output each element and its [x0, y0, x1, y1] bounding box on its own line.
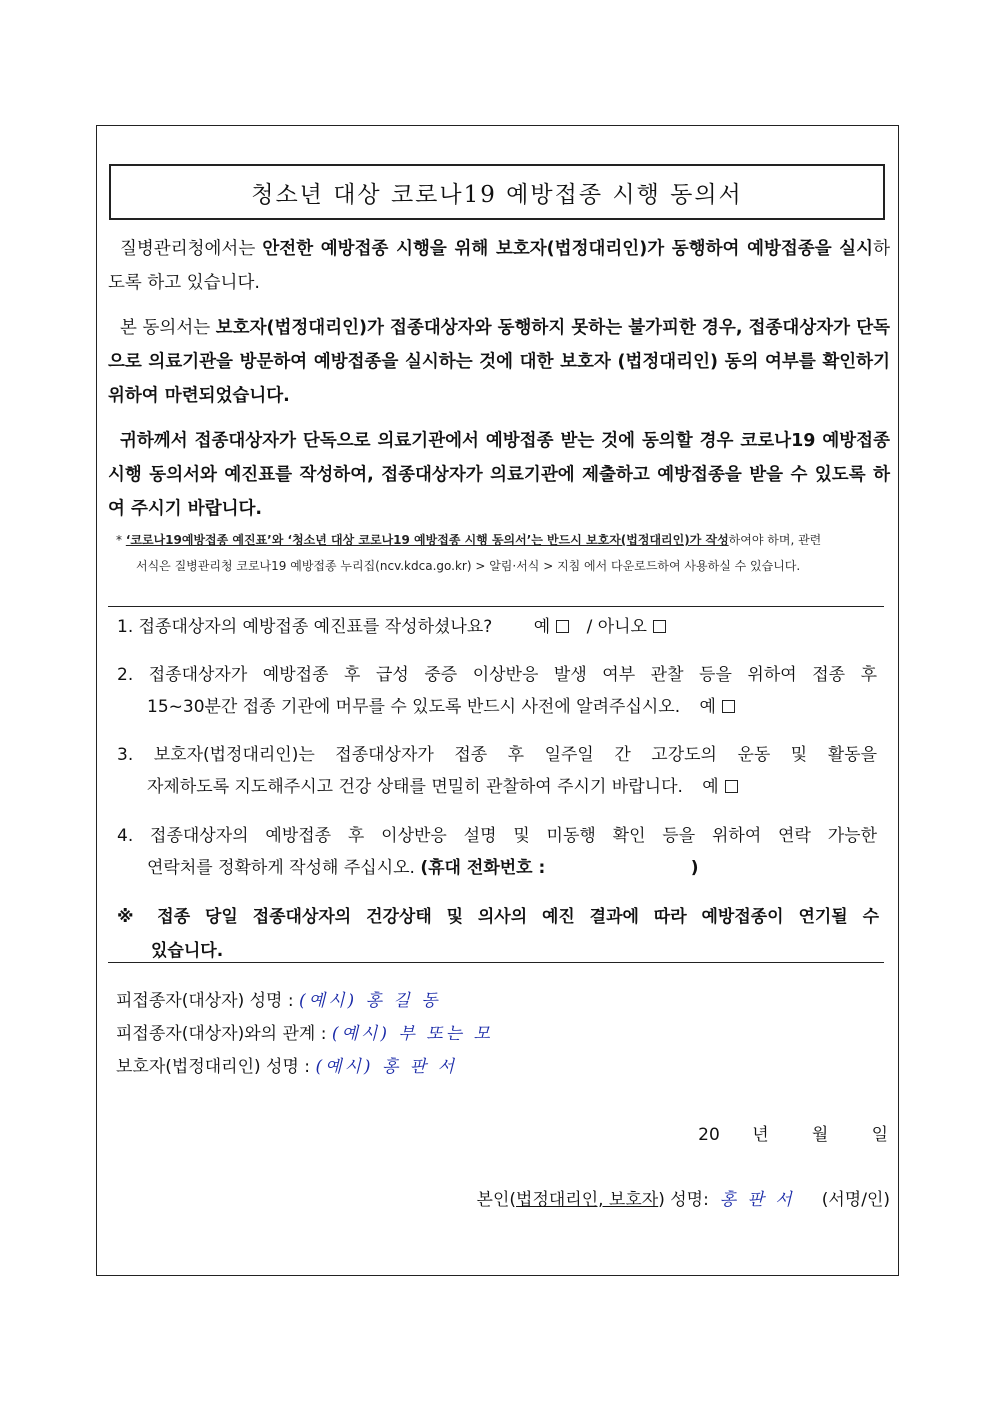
item-3-yes-label: 예 [702, 777, 719, 797]
guardian-name-example[interactable]: (예시) 홍 판 서 [315, 1057, 458, 1077]
item-2-yes-label: 예 [699, 697, 716, 717]
divider-bottom [108, 962, 884, 963]
item-2-line-2: 15~30분간 접종 기관에 머무를 수 있도록 반드시 사전에 알려주십시오. [147, 697, 681, 717]
warning-line-1: ※ 접종 당일 접종대상자의 건강상태 및 의사의 예진 결과에 따라 예방접종이 연기될 수 [117, 907, 879, 927]
subject-name-example[interactable]: (예시) 홍 길 동 [299, 991, 441, 1011]
date-year: 20 [698, 1125, 720, 1145]
date-day-unit: 일 [871, 1125, 888, 1145]
reference-note [116, 527, 890, 579]
item-2 [117, 659, 877, 723]
signature-prefix: 본인( [476, 1190, 517, 1210]
document-title [109, 164, 885, 220]
item-3-line-1: 3. 보호자(법정대리인)는 접종대상자가 접종 후 일주일 간 고강도의 운동 및 활동을 [117, 745, 877, 765]
item-2-line-1: 2. 접종대상자가 예방접종 후 급성 중증 이상반응 발생 여부 관찰 등을 위하여 접종 후 [117, 665, 877, 685]
item-1-no-checkbox[interactable] [653, 620, 666, 633]
signature-name[interactable]: 홍 판 서 [719, 1190, 795, 1210]
item-2-line-2-wrap [117, 691, 877, 723]
signature-role: 법정대리인, 보호자 [516, 1190, 659, 1210]
paragraph-3 [108, 424, 890, 526]
p2-a: 본 동의서는 [120, 318, 216, 338]
field-relationship [116, 1019, 493, 1049]
item-3-line-2: 자제하도록 지도해주시고 건강 상태를 면밀히 관찰하여 주시기 바랍니다. [147, 777, 683, 797]
field-guardian-name [116, 1052, 457, 1082]
guardian-name-label: 보호자(법정대리인) 성명 : [116, 1057, 316, 1077]
item-1-yes-label: 예 [533, 617, 551, 637]
p1-a: 질병관리청에서는 [120, 239, 263, 259]
divider-top [108, 606, 884, 607]
signature-suffix: ) 성명: [658, 1190, 709, 1210]
item-2-yes-checkbox[interactable] [722, 700, 735, 713]
relationship-example[interactable]: (예시) 부 또는 모 [331, 1024, 493, 1044]
item-4-line-1: 4. 접종대상자의 예방접종 후 이상반응 설명 및 미동행 확인 등을 위하여 연락 가능한 [117, 826, 877, 846]
signature-stamp: (서명/인) [821, 1190, 890, 1210]
p3-text: 귀하께서 접종대상자가 단독으로 의료기관에서 예방접종 받는 것에 동의할 경우 코로나19 예방접종 시행 동의서와 예진표를 작성하여, 접종대상자가 의료기관에 제출하고 예방접종을 받을 수 있도록 하여 주시기 바랍니다. [108, 431, 890, 519]
title-text: 청소년 대상 코로나19 예방접종 시행 동의서 [251, 181, 743, 208]
relationship-label: 피접종자(대상자)와의 관계 : [116, 1024, 332, 1044]
date-year-unit: 년 [752, 1125, 769, 1145]
warning-note [117, 900, 879, 968]
item-4-line-2: 연락처를 정확하게 작성해 주십시오. [147, 858, 415, 878]
paragraph-1 [108, 232, 890, 300]
item-1-text: 1. 접종대상자의 예방접종 예진표를 작성하셨나요? [117, 617, 493, 637]
field-subject-name [116, 986, 441, 1016]
p1-b: 안전한 예방접종 시행을 위해 보호자(법정대리인)가 동행하여 예방접종을 실시 [262, 239, 874, 259]
item-1-no-label: / 아니오 [586, 617, 647, 637]
item-1-yes-checkbox[interactable] [556, 620, 569, 633]
note-line-1 [116, 527, 890, 553]
signature-line [477, 1185, 890, 1215]
note-rest: 하여야 하며, 관련 [728, 533, 822, 547]
item-1 [117, 611, 877, 643]
phone-label: (휴대 전화번호 : [420, 858, 546, 878]
note-mark: * [116, 533, 122, 547]
phone-close: ) [690, 858, 699, 878]
subject-name-label: 피접종자(대상자) 성명 : [116, 991, 300, 1011]
paragraph-2 [108, 311, 890, 413]
item-3-line-2-wrap [117, 771, 877, 803]
item-3-yes-checkbox[interactable] [725, 780, 738, 793]
note-emphasis: ‘코로나19예방접종 예진표’와 ‘청소년 대상 코로나19 예방접종 시행 동의서’는 반드시 보호자(법정대리인)가 작성 [125, 533, 729, 547]
p2-b: 보호자(법정대리인)가 접종대상자와 동행하지 못하는 불가피한 경우, 접종대상자가 단독으로 의료기관을 방문하여 예방접종을 실시하는 것에 대한 보호자 (법정대리인) 동의 여부를 확인하기 위하여 마련되었습니다. [108, 318, 890, 406]
p1-c: 하도록 하고 있습니다. [108, 239, 890, 293]
item-4 [117, 820, 877, 884]
item-3 [117, 739, 877, 803]
note-line-2: 서식은 질병관리청 코로나19 예방접종 누리집(ncv.kdca.go.kr) > 알림·서식 > 지침 에서 다운로드하여 사용하실 수 있습니다. [136, 559, 801, 573]
warning-line-2: 있습니다. [151, 941, 224, 961]
date-month-unit: 월 [811, 1125, 829, 1145]
date-line [698, 1120, 888, 1150]
item-4-line-2-wrap [117, 852, 877, 884]
